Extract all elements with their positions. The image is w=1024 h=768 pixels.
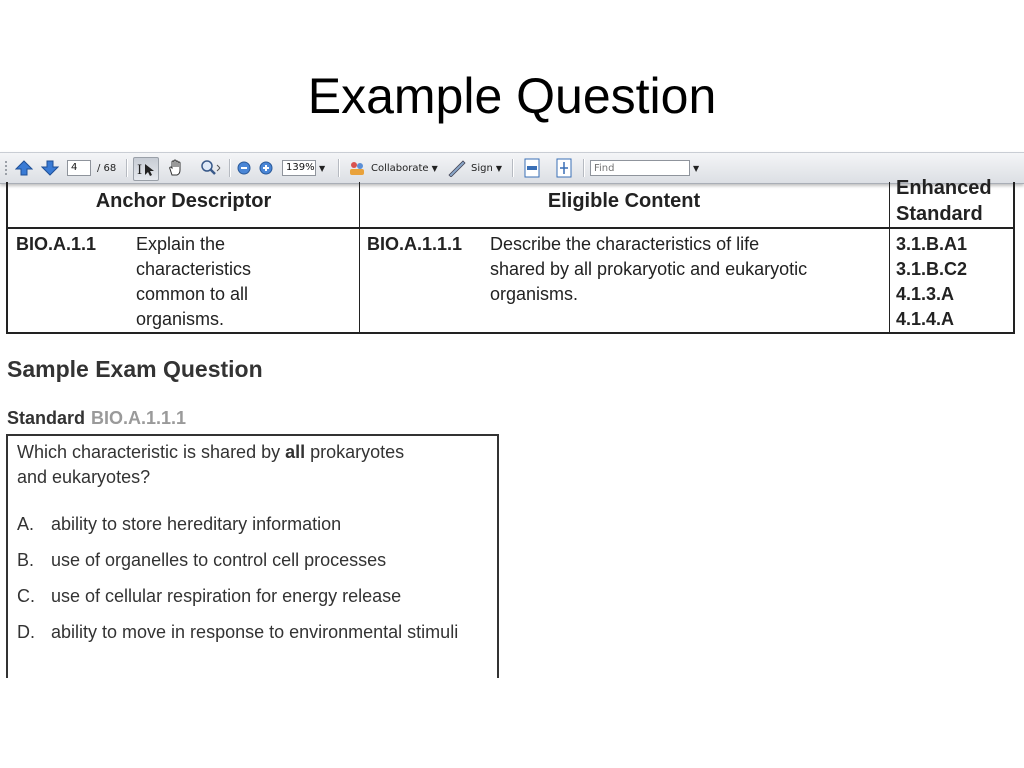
zoom-out-icon[interactable] bbox=[236, 153, 252, 183]
header-eligible-content: Eligible Content bbox=[547, 190, 701, 212]
zoom-dropdown-chevron-icon[interactable]: ▼ bbox=[319, 163, 326, 173]
anchor-text: Explain the characteristics common to all organisms. bbox=[136, 234, 252, 329]
collaborate-chevron-icon: ▼ bbox=[431, 163, 438, 173]
previous-page-icon[interactable] bbox=[14, 153, 34, 183]
find-dropdown-chevron-icon[interactable]: ▼ bbox=[693, 163, 700, 173]
collaborate-button[interactable] bbox=[347, 153, 438, 183]
sign-button[interactable] bbox=[447, 153, 502, 183]
marquee-zoom-icon[interactable] bbox=[197, 153, 223, 183]
collaborate-label: Collaborate bbox=[371, 162, 429, 174]
standard-value: BIO.A.1.1.1 bbox=[91, 408, 187, 428]
toolbar-grip[interactable] bbox=[4, 153, 8, 183]
toolbar-separator bbox=[229, 159, 231, 177]
svg-text:I: I bbox=[137, 163, 143, 177]
slide-title: Example Question bbox=[307, 68, 717, 124]
table-column-divider bbox=[889, 182, 890, 332]
page-total-label: / 68 bbox=[97, 162, 117, 174]
header-enhanced-standard: Enhanced Standard bbox=[896, 177, 992, 225]
sign-label: Sign bbox=[471, 162, 493, 174]
next-page-icon[interactable] bbox=[40, 153, 60, 183]
question-stem: Which characteristic is shared by all prokaryotes and eukaryotes? bbox=[17, 442, 405, 487]
toolbar-separator bbox=[126, 159, 128, 177]
standards-table bbox=[6, 177, 1015, 334]
pen-sign-icon bbox=[447, 159, 467, 177]
standard-line bbox=[7, 408, 186, 429]
question-box: Which characteristic is shared by all prokaryotes and eukaryotes? A. ability to store hereditary information B. use of organelles to control cell processes C. use of cellular respiration for energy release D. ability to move in response to environmental stimuli bbox=[6, 434, 499, 678]
sample-exam-question-heading: Sample Exam Question bbox=[7, 356, 263, 382]
toolbar-separator bbox=[583, 159, 585, 177]
table-header-divider bbox=[8, 227, 1013, 229]
toolbar-separator bbox=[338, 159, 340, 177]
eligible-text: Describe the characteristics of life shared by all prokaryotic and eukaryotic organisms. bbox=[490, 234, 808, 304]
zoom-level-field[interactable]: 139% bbox=[282, 160, 316, 176]
page-number-field[interactable]: 4 bbox=[67, 160, 91, 176]
standard-label: Standard bbox=[7, 408, 86, 428]
zoom-in-icon[interactable] bbox=[258, 153, 274, 183]
collaborate-icon bbox=[347, 159, 367, 177]
fit-width-icon[interactable] bbox=[520, 153, 544, 183]
find-input[interactable] bbox=[590, 160, 690, 176]
pdf-toolbar bbox=[0, 152, 1024, 184]
sign-chevron-icon: ▼ bbox=[495, 163, 502, 173]
select-text-tool-icon[interactable] bbox=[133, 157, 159, 181]
anchor-code: BIO.A.1.1 bbox=[16, 234, 97, 254]
toolbar-separator bbox=[512, 159, 514, 177]
fit-page-icon[interactable] bbox=[552, 153, 576, 183]
header-anchor-descriptor: Anchor Descriptor bbox=[95, 190, 272, 212]
enhanced-standards-list: 3.1.B.A1 3.1.B.C2 4.1.3.A 4.1.4.A bbox=[896, 234, 968, 329]
eligible-code: BIO.A.1.1.1 bbox=[367, 234, 463, 254]
hand-tool-icon[interactable] bbox=[165, 153, 187, 183]
